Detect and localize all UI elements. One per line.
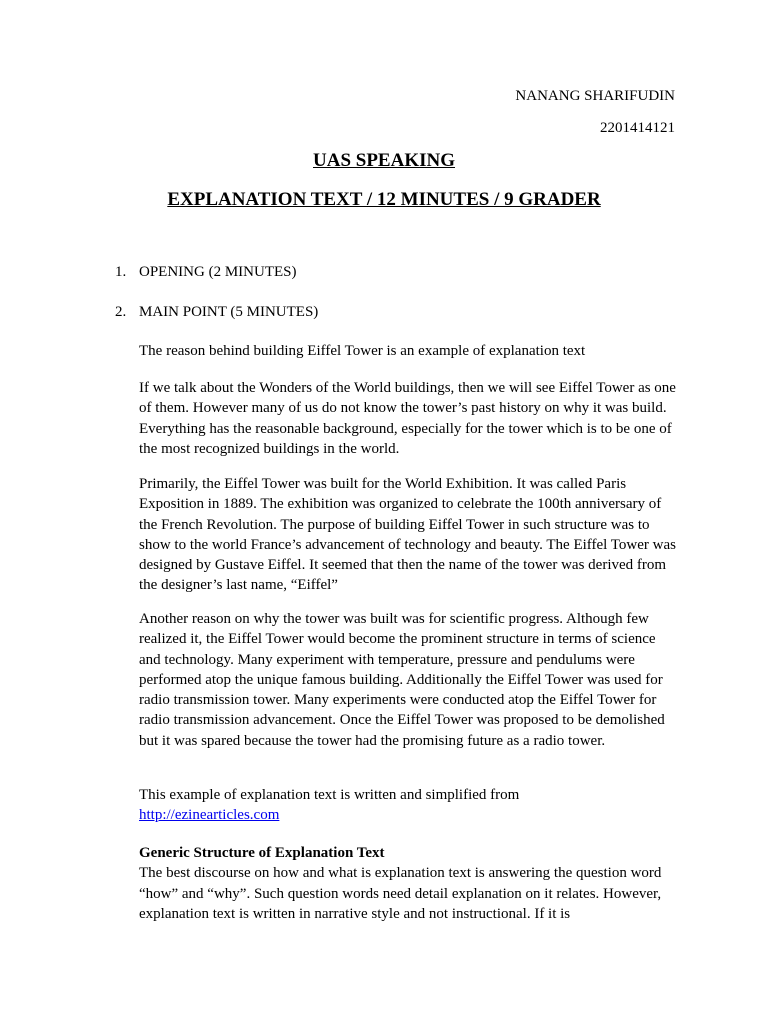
intro-paragraph <box>139 341 679 361</box>
outline-label: MAIN POINT (5 MINUTES) <box>139 304 319 320</box>
outline-item-opening <box>115 262 297 282</box>
source-text: This example of explanation text is written and simplified from <box>139 787 520 803</box>
outline-number: 2. <box>115 304 127 320</box>
outline-label: OPENING (2 MINUTES) <box>139 264 297 280</box>
source-paragraph <box>139 785 679 826</box>
paragraph-3 <box>139 609 679 751</box>
paragraph-2 <box>139 474 679 596</box>
outline-item-main-point <box>115 302 318 322</box>
student-id: 2201414121 <box>600 120 675 136</box>
paragraph-4-text: The best discourse on how and what is explanation text is answering the question word “how” and “why”. Such question words need detail explanation on it relates. However, explanation text is written in narrative style and not instructional. If it is <box>139 865 662 922</box>
document-subtitle: EXPLANATION TEXT / 12 MINUTES / 9 GRADER <box>167 189 601 210</box>
paragraph-2-text: Primarily, the Eiffel Tower was built for the World Exhibition. It was called Paris Exposition in 1889. The exhibition was organized to celebrate the 100th anniversary of the French Revolution. The purpose of building Eiffel Tower in such structure was to show to the world France’s advancement of technology and beauty. The Eiffel Tower was designed by Gustave Eiffel. It seemed that then the name of the tower was derived from the designer’s last name, “Eiffel” <box>139 476 676 594</box>
outline-number: 1. <box>115 264 127 280</box>
source-link[interactable]: http://ezinearticles.com <box>139 807 280 824</box>
intro-text: The reason behind building Eiffel Tower is an example of explanation text <box>139 343 586 359</box>
document-title: UAS SPEAKING <box>313 150 455 171</box>
author-name: NANANG SHARIFUDIN <box>515 88 675 104</box>
generic-structure-section <box>139 843 679 924</box>
paragraph-3-text: Another reason on why the tower was built was for scientific progress. Although few realized it, the Eiffel Tower would become the prominent structure in terms of science and technology. Many experiment with temperature, pressure and pendulums were performed atop the unique famous building. Additionally the Eiffel Tower was used for radio transmission tower. Many experiments were conducted atop the Eiffel Tower for radio transmission advancement. Once the Eiffel Tower was proposed to be demolished but it was spared because the tower had the promising future as a radio tower. <box>139 611 665 749</box>
paragraph-1-text: If we talk about the Wonders of the World buildings, then we will see Eiffel Tower as one of them. However many of us do not know the tower’s past history on why it was build. Everything has the reasonable background, especially for the tower which is to be one of the most recognized buildings in the world. <box>139 380 676 457</box>
section-heading: Generic Structure of Explanation Text <box>139 845 385 861</box>
paragraph-1 <box>139 378 679 459</box>
